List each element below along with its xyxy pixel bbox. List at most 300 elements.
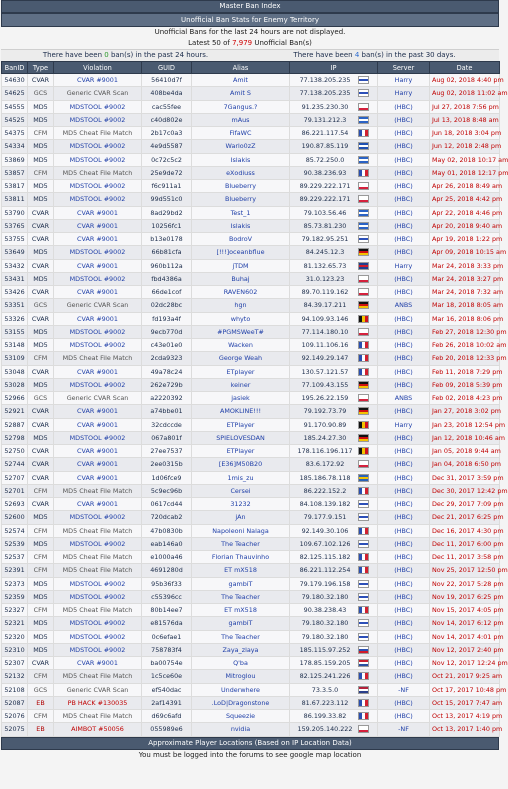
violation[interactable]: MDSTOOL #9002 [54, 537, 142, 550]
violation[interactable]: Generic CVAR Scan [54, 683, 142, 696]
ip-address: 84.108.139.182 [299, 500, 351, 509]
alias[interactable]: Squeezie [192, 710, 290, 723]
ip-address: 185.186.78.118 [299, 473, 351, 482]
alias[interactable]: Warlo0zZ [192, 140, 290, 153]
violation[interactable]: MD5 Cheat File Match [54, 524, 142, 537]
alias[interactable]: SPIELOVESDAN [192, 431, 290, 444]
violation[interactable]: MDSTOOL #9002 [54, 617, 142, 630]
ban-id[interactable]: 52391 [2, 564, 28, 577]
violation[interactable]: MDSTOOL #9002 [54, 100, 142, 113]
table-row [2, 339, 500, 352]
alias[interactable]: Blueberry [192, 180, 290, 193]
ip-cell [290, 233, 378, 246]
violation[interactable]: AIMBOT #50056 [54, 723, 142, 736]
violation[interactable]: CVAR #9001 [54, 458, 142, 471]
server[interactable]: (HBC) [378, 643, 430, 656]
ip-cell [290, 617, 378, 630]
violation[interactable]: MDSTOOL #9002 [54, 140, 142, 153]
ban-id[interactable]: 52310 [2, 643, 28, 656]
server[interactable]: (HBC) [378, 206, 430, 219]
violation[interactable]: CVAR #9001 [54, 206, 142, 219]
violation[interactable]: CVAR #9001 [54, 405, 142, 418]
alias[interactable]: 1mis_zu [192, 471, 290, 484]
ban-id[interactable]: 52707 [2, 471, 28, 484]
ip-address: 109.67.102.126 [299, 539, 351, 548]
ban-id[interactable]: 53790 [2, 206, 28, 219]
col-alias[interactable]: Alias [192, 62, 290, 74]
country-flag-icon [358, 235, 369, 243]
alias[interactable]: AMOKLINE!!! [192, 405, 290, 418]
alias[interactable]: gambiT [192, 577, 290, 590]
alias[interactable]: ET mX518 [192, 564, 290, 577]
login-note[interactable]: You must be logged into the forums to see google map location [1, 750, 499, 760]
server[interactable]: (HBC) [378, 511, 430, 524]
alias[interactable]: Amit [192, 74, 290, 87]
server[interactable]: (HBC) [378, 180, 430, 193]
ban-type: CFM [28, 524, 54, 537]
ip-address: 81.132.65.73 [303, 261, 347, 270]
violation[interactable]: PB HACK #130035 [54, 696, 142, 709]
server[interactable]: (HBC) [378, 312, 430, 325]
country-flag-icon [358, 619, 369, 627]
server[interactable]: (HBC) [378, 537, 430, 550]
table-row [2, 299, 500, 312]
alias[interactable]: George Weah [192, 352, 290, 365]
server[interactable]: (HBC) [378, 484, 430, 497]
violation[interactable]: Generic CVAR Scan [54, 392, 142, 405]
ip-address: 109.11.106.16 [301, 341, 349, 350]
violation[interactable]: MDSTOOL #9002 [54, 325, 142, 338]
table-row [2, 498, 500, 511]
ban-type: CVAR [28, 657, 54, 670]
server[interactable]: (HBC) [378, 431, 430, 444]
ban-date: Nov 14, 2017 4:01 pm [430, 630, 500, 643]
alias[interactable]: mAus [192, 113, 290, 126]
ip-address: 86.221.112.254 [299, 566, 351, 575]
violation[interactable]: Generic CVAR Scan [54, 299, 142, 312]
ban-type: MD5 [28, 630, 54, 643]
alias[interactable]: Wacken [192, 339, 290, 352]
violation[interactable]: CVAR #9001 [54, 418, 142, 431]
ban-date: May 01, 2018 12:17 pm [430, 166, 500, 179]
server[interactable]: Harry [378, 74, 430, 87]
guid: c55396cc [142, 590, 192, 603]
col-server[interactable]: Server [378, 62, 430, 74]
server[interactable]: (HBC) [378, 458, 430, 471]
ban-date: Dec 30, 2017 12:42 pm [430, 484, 500, 497]
server[interactable]: (HBC) [378, 657, 430, 670]
col-date[interactable]: Date [430, 62, 500, 74]
ban-id[interactable]: 53155 [2, 325, 28, 338]
alias[interactable]: Islakis [192, 153, 290, 166]
server[interactable]: (HBC) [378, 153, 430, 166]
server[interactable]: (HBC) [378, 630, 430, 643]
server[interactable]: -NF [378, 723, 430, 736]
alias[interactable]: nvidia [192, 723, 290, 736]
alias[interactable]: Test_1 [192, 206, 290, 219]
server[interactable]: (HBC) [378, 127, 430, 140]
guid: 0617cd44 [142, 498, 192, 511]
ban-id[interactable]: 52373 [2, 577, 28, 590]
ban-type: CFM [28, 166, 54, 179]
violation[interactable]: CVAR #9001 [54, 74, 142, 87]
alias[interactable]: RAVEN602 [192, 286, 290, 299]
table-row [2, 233, 500, 246]
violation[interactable]: MDSTOOL #9002 [54, 246, 142, 259]
ban-id[interactable]: 53755 [2, 233, 28, 246]
ban-id[interactable]: 53811 [2, 193, 28, 206]
ban-id[interactable]: 53148 [2, 339, 28, 352]
server[interactable]: (HBC) [378, 590, 430, 603]
violation[interactable]: MDSTOOL #9002 [54, 193, 142, 206]
alias[interactable]: The Teacher [192, 590, 290, 603]
violation[interactable]: MDSTOOL #9002 [54, 272, 142, 285]
ban-id[interactable]: 53869 [2, 153, 28, 166]
ban-id[interactable]: 53048 [2, 365, 28, 378]
table-row [2, 604, 500, 617]
violation[interactable]: MD5 Cheat File Match [54, 710, 142, 723]
violation[interactable]: MDSTOOL #9002 [54, 630, 142, 643]
ban-id[interactable]: 52075 [2, 723, 28, 736]
violation[interactable]: CVAR #9001 [54, 657, 142, 670]
violation[interactable]: MDSTOOL #9002 [54, 378, 142, 391]
ban-date: Jun 12, 2018 2:48 pm [430, 140, 500, 153]
ip-address: 90.38.236.93 [303, 168, 347, 177]
alias[interactable]: Florian Thauvinho [192, 551, 290, 564]
server[interactable]: (HBC) [378, 286, 430, 299]
table-row [2, 286, 500, 299]
country-flag-icon [358, 394, 369, 402]
table-row [2, 127, 500, 140]
alias[interactable]: Buhaj [192, 272, 290, 285]
ban-id[interactable]: 52108 [2, 683, 28, 696]
ip-address: 90.38.238.43 [303, 606, 347, 615]
ban-id[interactable]: 52307 [2, 657, 28, 670]
violation[interactable]: MD5 Cheat File Match [54, 166, 142, 179]
ip-cell [290, 193, 378, 206]
violation[interactable]: CVAR #9001 [54, 365, 142, 378]
ip-address: 130.57.121.57 [301, 367, 349, 376]
server[interactable]: Harry [378, 259, 430, 272]
country-flag-icon [358, 116, 369, 124]
ip-cell [290, 524, 378, 537]
alias[interactable]: Napoleoni Nalaga [192, 524, 290, 537]
ban-id[interactable]: 52087 [2, 696, 28, 709]
guid: 66de1cof [142, 286, 192, 299]
server[interactable]: (HBC) [378, 140, 430, 153]
alias[interactable]: Blueberry [192, 193, 290, 206]
server[interactable]: (HBC) [378, 166, 430, 179]
guid: f6c911a1 [142, 180, 192, 193]
ip-cell [290, 657, 378, 670]
server[interactable]: (HBC) [378, 498, 430, 511]
server[interactable]: (HBC) [378, 378, 430, 391]
server[interactable]: (HBC) [378, 339, 430, 352]
violation[interactable]: CVAR #9001 [54, 259, 142, 272]
ban-id[interactable]: 52744 [2, 458, 28, 471]
ban-type: MD5 [28, 193, 54, 206]
server[interactable]: (HBC) [378, 617, 430, 630]
ip-cell [290, 590, 378, 603]
violation[interactable]: MDSTOOL #9002 [54, 180, 142, 193]
ban-id[interactable]: 54375 [2, 127, 28, 140]
ip-cell [290, 378, 378, 391]
ban-id[interactable]: 53432 [2, 259, 28, 272]
ban-date: Nov 12, 2017 2:40 pm [430, 643, 500, 656]
country-flag-icon [358, 712, 369, 720]
ban-id[interactable]: 53817 [2, 180, 28, 193]
guid: fbd4386a [142, 272, 192, 285]
ip-cell [290, 100, 378, 113]
ip-address: 89.229.222.171 [299, 195, 351, 204]
ban-id[interactable]: 52076 [2, 710, 28, 723]
ban-id[interactable]: 53351 [2, 299, 28, 312]
guid: 067a801f [142, 431, 192, 444]
alias[interactable]: Underwhere [192, 683, 290, 696]
server[interactable]: (HBC) [378, 471, 430, 484]
ban-id[interactable]: 52921 [2, 405, 28, 418]
ban-id[interactable]: 52693 [2, 498, 28, 511]
ban-id[interactable]: 52750 [2, 445, 28, 458]
server[interactable]: (HBC) [378, 246, 430, 259]
ip-address: 86.222.152.2 [303, 486, 347, 495]
server[interactable]: (HBC) [378, 524, 430, 537]
alias[interactable]: 7Gangus.? [192, 100, 290, 113]
guid: 2cda9323 [142, 352, 192, 365]
ip-address: 84.245.12.3 [305, 248, 345, 257]
col-violation[interactable]: Violation [54, 62, 142, 74]
guid: 408be4da [142, 87, 192, 100]
violation[interactable]: MD5 Cheat File Match [54, 484, 142, 497]
country-flag-icon [358, 593, 369, 601]
server[interactable]: ANBS [378, 392, 430, 405]
ban-type: CVAR [28, 206, 54, 219]
ban-type: MD5 [28, 617, 54, 630]
alias[interactable]: ETPlayer [192, 445, 290, 458]
server[interactable]: (HBC) [378, 193, 430, 206]
ban-type: CFM [28, 352, 54, 365]
server[interactable]: (HBC) [378, 365, 430, 378]
col-ip[interactable]: IP [290, 62, 378, 74]
alias[interactable]: [!!!]oceanbflue [192, 246, 290, 259]
alias[interactable]: hgn [192, 299, 290, 312]
server[interactable]: ANBS [378, 299, 430, 312]
server[interactable]: (HBC) [378, 604, 430, 617]
server[interactable]: (HBC) [378, 352, 430, 365]
ban-type: MD5 [28, 180, 54, 193]
alias[interactable]: The Teacher [192, 537, 290, 550]
ip-address: 79.103.56.46 [303, 208, 347, 217]
server[interactable]: (HBC) [378, 670, 430, 683]
server[interactable]: (HBC) [378, 577, 430, 590]
guid: 5c9ec96b [142, 484, 192, 497]
ip-cell [290, 670, 378, 683]
server[interactable]: (HBC) [378, 233, 430, 246]
ban-type: CVAR [28, 219, 54, 232]
violation[interactable]: CVAR #9001 [54, 286, 142, 299]
table-row [2, 259, 500, 272]
violation[interactable]: MD5 Cheat File Match [54, 670, 142, 683]
table-row [2, 418, 500, 431]
ban-id[interactable]: 52539 [2, 537, 28, 550]
violation[interactable]: MDSTOOL #9002 [54, 153, 142, 166]
alias[interactable]: [E36]M50B20 [192, 458, 290, 471]
alias[interactable]: The Teacher [192, 630, 290, 643]
alias[interactable]: FifaWC [192, 127, 290, 140]
ban-id[interactable]: 53109 [2, 352, 28, 365]
ban-id[interactable]: 52320 [2, 630, 28, 643]
ban-id[interactable]: 53431 [2, 272, 28, 285]
alias[interactable]: Amit S [192, 87, 290, 100]
violation[interactable]: MDSTOOL #9002 [54, 431, 142, 444]
server[interactable]: (HBC) [378, 113, 430, 126]
violation[interactable]: CVAR #9001 [54, 312, 142, 325]
alias[interactable]: Q'ba [192, 657, 290, 670]
violation[interactable]: MDSTOOL #9002 [54, 590, 142, 603]
violation[interactable]: MD5 Cheat File Match [54, 352, 142, 365]
ban-type: MD5 [28, 511, 54, 524]
alias[interactable]: jAn [192, 511, 290, 524]
ip-cell [290, 723, 378, 736]
country-flag-icon [358, 725, 369, 733]
server[interactable]: (HBC) [378, 325, 430, 338]
violation[interactable]: MDSTOOL #9002 [54, 643, 142, 656]
alias[interactable]: keiner [192, 378, 290, 391]
ban-id[interactable]: 53649 [2, 246, 28, 259]
alias[interactable]: whyto [192, 312, 290, 325]
alias[interactable]: .LoD|Dragonstone [192, 696, 290, 709]
guid: d69c6afd [142, 710, 192, 723]
ip-cell [290, 74, 378, 87]
ban-type: CVAR [28, 259, 54, 272]
col-type[interactable]: Type [28, 62, 54, 74]
ban-id[interactable]: 54625 [2, 87, 28, 100]
server[interactable]: Harry [378, 87, 430, 100]
violation[interactable]: MDSTOOL #9002 [54, 113, 142, 126]
violation[interactable]: MD5 Cheat File Match [54, 127, 142, 140]
violation[interactable]: CVAR #9001 [54, 471, 142, 484]
ban-id[interactable]: 53857 [2, 166, 28, 179]
alias[interactable]: ET mX518 [192, 604, 290, 617]
ban-type: MD5 [28, 590, 54, 603]
violation[interactable]: MDSTOOL #9002 [54, 577, 142, 590]
ban-id[interactable]: 54334 [2, 140, 28, 153]
ban-id[interactable]: 52574 [2, 524, 28, 537]
guid: 66b81cfa [142, 246, 192, 259]
ban-type: CVAR [28, 365, 54, 378]
ban-type: CFM [28, 551, 54, 564]
alias[interactable]: ETplayer [192, 365, 290, 378]
col-banid[interactable]: BanID [2, 62, 28, 74]
ban-id[interactable]: 53028 [2, 378, 28, 391]
ban-id[interactable]: 52887 [2, 418, 28, 431]
ban-date: Mar 16, 2018 8:06 pm [430, 312, 500, 325]
ip-address: 79.179.196.158 [299, 579, 351, 588]
ip-cell [290, 180, 378, 193]
alias[interactable]: 31232 [192, 498, 290, 511]
country-flag-icon [358, 513, 369, 521]
ip-cell [290, 339, 378, 352]
ban-id[interactable]: 52600 [2, 511, 28, 524]
violation[interactable]: MDSTOOL #9002 [54, 339, 142, 352]
server[interactable]: (HBC) [378, 405, 430, 418]
ban-id[interactable]: 52966 [2, 392, 28, 405]
alias[interactable]: jTDM [192, 259, 290, 272]
server[interactable]: (HBC) [378, 272, 430, 285]
ip-address: 89.229.222.171 [299, 182, 351, 191]
table-row [2, 670, 500, 683]
server[interactable]: (HBC) [378, 219, 430, 232]
violation[interactable]: Generic CVAR Scan [54, 87, 142, 100]
col-guid[interactable]: GUID [142, 62, 192, 74]
ban-id[interactable]: 54555 [2, 100, 28, 113]
violation[interactable]: CVAR #9001 [54, 445, 142, 458]
ban-date: Jul 27, 2018 7:56 pm [430, 100, 500, 113]
alias[interactable]: Zaya_zlaya [192, 643, 290, 656]
alias[interactable]: ETPlayer [192, 418, 290, 431]
table-row [2, 710, 500, 723]
alias[interactable]: Cersei [192, 484, 290, 497]
alias[interactable]: #PGMSWeeT# [192, 325, 290, 338]
ban-id[interactable]: 52359 [2, 590, 28, 603]
ban-id[interactable]: 52321 [2, 617, 28, 630]
violation[interactable]: MD5 Cheat File Match [54, 551, 142, 564]
ban-type: CVAR [28, 498, 54, 511]
ban-id[interactable]: 53426 [2, 286, 28, 299]
alias[interactable]: BodroV [192, 233, 290, 246]
alias[interactable]: jasiek [192, 392, 290, 405]
alias[interactable]: Mitroglou [192, 670, 290, 683]
violation[interactable]: MDSTOOL #9002 [54, 511, 142, 524]
alias[interactable]: gambiT [192, 617, 290, 630]
ban-id[interactable]: 53765 [2, 219, 28, 232]
server[interactable]: (HBC) [378, 551, 430, 564]
ban-id[interactable]: 52132 [2, 670, 28, 683]
server[interactable]: -NF [378, 683, 430, 696]
ban-id[interactable]: 52537 [2, 551, 28, 564]
ban-date: Jan 27, 2018 3:02 pm [430, 405, 500, 418]
ban-id[interactable]: 52701 [2, 484, 28, 497]
ban-id[interactable]: 52327 [2, 604, 28, 617]
ban-id[interactable]: 53326 [2, 312, 28, 325]
ban-type: MD5 [28, 140, 54, 153]
ban-date: Apr 19, 2018 1:22 pm [430, 233, 500, 246]
violation[interactable]: MD5 Cheat File Match [54, 604, 142, 617]
ban-id[interactable]: 54525 [2, 113, 28, 126]
violation[interactable]: CVAR #9001 [54, 233, 142, 246]
server[interactable]: (HBC) [378, 445, 430, 458]
violation[interactable]: CVAR #9001 [54, 498, 142, 511]
ip-cell [290, 286, 378, 299]
alias[interactable]: Islakis [192, 219, 290, 232]
server[interactable]: (HBC) [378, 564, 430, 577]
country-flag-icon [358, 566, 369, 574]
server[interactable]: (HBC) [378, 100, 430, 113]
server[interactable]: (HBC) [378, 710, 430, 723]
country-flag-icon [358, 195, 369, 203]
ban-id[interactable]: 54630 [2, 74, 28, 87]
ip-cell [290, 246, 378, 259]
ban-type: MD5 [28, 339, 54, 352]
guid: 262e729b [142, 378, 192, 391]
violation[interactable]: CVAR #9001 [54, 219, 142, 232]
server[interactable]: Harry [378, 418, 430, 431]
ban-id[interactable]: 52798 [2, 431, 28, 444]
violation[interactable]: MD5 Cheat File Match [54, 564, 142, 577]
alias[interactable]: eXodiuss [192, 166, 290, 179]
country-flag-icon [358, 248, 369, 256]
server[interactable]: (HBC) [378, 696, 430, 709]
